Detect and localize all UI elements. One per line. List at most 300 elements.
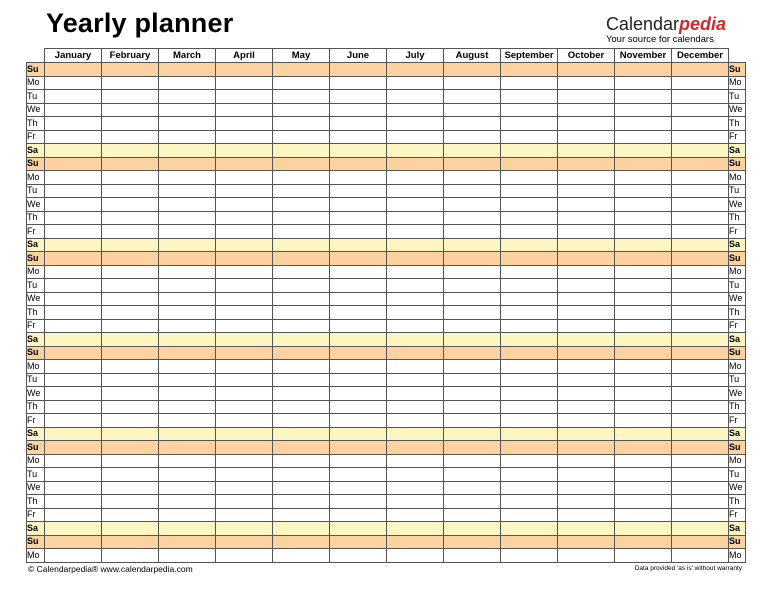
day-cell[interactable] (615, 427, 672, 441)
day-cell[interactable] (216, 427, 273, 441)
day-cell[interactable] (330, 211, 387, 225)
day-cell[interactable] (672, 252, 729, 266)
day-cell[interactable] (558, 508, 615, 522)
day-cell[interactable] (558, 481, 615, 495)
day-cell[interactable] (159, 495, 216, 509)
day-cell[interactable] (672, 333, 729, 347)
day-cell[interactable] (387, 306, 444, 320)
day-cell[interactable] (45, 481, 102, 495)
day-cell[interactable] (216, 198, 273, 212)
day-cell[interactable] (387, 427, 444, 441)
day-cell[interactable] (159, 387, 216, 401)
day-cell[interactable] (615, 495, 672, 509)
day-cell[interactable] (558, 468, 615, 482)
day-cell[interactable] (330, 63, 387, 77)
day-cell[interactable] (159, 103, 216, 117)
day-cell[interactable] (216, 387, 273, 401)
day-cell[interactable] (387, 157, 444, 171)
day-cell[interactable] (330, 306, 387, 320)
day-cell[interactable] (216, 292, 273, 306)
day-cell[interactable] (159, 373, 216, 387)
day-cell[interactable] (615, 549, 672, 563)
day-cell[interactable] (273, 63, 330, 77)
day-cell[interactable] (330, 535, 387, 549)
day-cell[interactable] (501, 508, 558, 522)
day-cell[interactable] (102, 535, 159, 549)
day-cell[interactable] (444, 373, 501, 387)
day-cell[interactable] (672, 481, 729, 495)
day-cell[interactable] (216, 549, 273, 563)
day-cell[interactable] (387, 238, 444, 252)
day-cell[interactable] (615, 144, 672, 158)
day-cell[interactable] (273, 454, 330, 468)
day-cell[interactable] (444, 76, 501, 90)
day-cell[interactable] (216, 468, 273, 482)
day-cell[interactable] (45, 265, 102, 279)
day-cell[interactable] (387, 535, 444, 549)
day-cell[interactable] (558, 157, 615, 171)
day-cell[interactable] (387, 252, 444, 266)
day-cell[interactable] (45, 522, 102, 536)
day-cell[interactable] (159, 225, 216, 239)
day-cell[interactable] (672, 279, 729, 293)
day-cell[interactable] (615, 414, 672, 428)
day-cell[interactable] (501, 265, 558, 279)
day-cell[interactable] (672, 454, 729, 468)
day-cell[interactable] (387, 211, 444, 225)
day-cell[interactable] (45, 198, 102, 212)
day-cell[interactable] (501, 171, 558, 185)
day-cell[interactable] (102, 76, 159, 90)
day-cell[interactable] (216, 238, 273, 252)
day-cell[interactable] (558, 292, 615, 306)
day-cell[interactable] (216, 117, 273, 131)
day-cell[interactable] (615, 468, 672, 482)
day-cell[interactable] (501, 522, 558, 536)
day-cell[interactable] (45, 211, 102, 225)
day-cell[interactable] (273, 400, 330, 414)
day-cell[interactable] (501, 373, 558, 387)
day-cell[interactable] (273, 157, 330, 171)
day-cell[interactable] (216, 76, 273, 90)
day-cell[interactable] (501, 144, 558, 158)
day-cell[interactable] (159, 346, 216, 360)
day-cell[interactable] (444, 360, 501, 374)
day-cell[interactable] (330, 508, 387, 522)
day-cell[interactable] (45, 90, 102, 104)
day-cell[interactable] (501, 427, 558, 441)
day-cell[interactable] (45, 76, 102, 90)
day-cell[interactable] (387, 103, 444, 117)
day-cell[interactable] (102, 144, 159, 158)
day-cell[interactable] (387, 198, 444, 212)
day-cell[interactable] (672, 414, 729, 428)
day-cell[interactable] (330, 549, 387, 563)
day-cell[interactable] (387, 184, 444, 198)
day-cell[interactable] (615, 198, 672, 212)
day-cell[interactable] (216, 495, 273, 509)
day-cell[interactable] (102, 468, 159, 482)
day-cell[interactable] (216, 360, 273, 374)
day-cell[interactable] (672, 157, 729, 171)
day-cell[interactable] (45, 441, 102, 455)
day-cell[interactable] (273, 144, 330, 158)
day-cell[interactable] (45, 130, 102, 144)
day-cell[interactable] (216, 333, 273, 347)
day-cell[interactable] (330, 522, 387, 536)
day-cell[interactable] (501, 441, 558, 455)
day-cell[interactable] (387, 508, 444, 522)
day-cell[interactable] (615, 157, 672, 171)
day-cell[interactable] (387, 360, 444, 374)
day-cell[interactable] (387, 225, 444, 239)
day-cell[interactable] (45, 319, 102, 333)
day-cell[interactable] (330, 427, 387, 441)
day-cell[interactable] (387, 387, 444, 401)
day-cell[interactable] (615, 319, 672, 333)
day-cell[interactable] (615, 522, 672, 536)
day-cell[interactable] (558, 549, 615, 563)
day-cell[interactable] (102, 346, 159, 360)
day-cell[interactable] (501, 400, 558, 414)
day-cell[interactable] (102, 333, 159, 347)
day-cell[interactable] (45, 238, 102, 252)
day-cell[interactable] (45, 292, 102, 306)
day-cell[interactable] (444, 238, 501, 252)
day-cell[interactable] (216, 211, 273, 225)
day-cell[interactable] (45, 373, 102, 387)
day-cell[interactable] (615, 279, 672, 293)
day-cell[interactable] (45, 225, 102, 239)
day-cell[interactable] (216, 144, 273, 158)
day-cell[interactable] (45, 535, 102, 549)
day-cell[interactable] (558, 252, 615, 266)
day-cell[interactable] (672, 441, 729, 455)
day-cell[interactable] (387, 265, 444, 279)
day-cell[interactable] (159, 454, 216, 468)
day-cell[interactable] (216, 306, 273, 320)
day-cell[interactable] (45, 63, 102, 77)
day-cell[interactable] (102, 387, 159, 401)
day-cell[interactable] (615, 508, 672, 522)
day-cell[interactable] (558, 238, 615, 252)
day-cell[interactable] (558, 427, 615, 441)
day-cell[interactable] (387, 171, 444, 185)
day-cell[interactable] (387, 481, 444, 495)
day-cell[interactable] (501, 238, 558, 252)
day-cell[interactable] (330, 279, 387, 293)
day-cell[interactable] (330, 117, 387, 131)
day-cell[interactable] (615, 481, 672, 495)
day-cell[interactable] (672, 319, 729, 333)
day-cell[interactable] (558, 184, 615, 198)
day-cell[interactable] (444, 522, 501, 536)
day-cell[interactable] (273, 549, 330, 563)
day-cell[interactable] (330, 198, 387, 212)
day-cell[interactable] (102, 265, 159, 279)
day-cell[interactable] (615, 225, 672, 239)
day-cell[interactable] (159, 319, 216, 333)
day-cell[interactable] (444, 346, 501, 360)
day-cell[interactable] (444, 535, 501, 549)
day-cell[interactable] (672, 400, 729, 414)
day-cell[interactable] (330, 360, 387, 374)
day-cell[interactable] (615, 333, 672, 347)
day-cell[interactable] (501, 157, 558, 171)
day-cell[interactable] (558, 90, 615, 104)
day-cell[interactable] (330, 346, 387, 360)
day-cell[interactable] (558, 198, 615, 212)
day-cell[interactable] (444, 508, 501, 522)
day-cell[interactable] (45, 157, 102, 171)
day-cell[interactable] (501, 454, 558, 468)
day-cell[interactable] (159, 117, 216, 131)
day-cell[interactable] (672, 76, 729, 90)
day-cell[interactable] (102, 211, 159, 225)
day-cell[interactable] (159, 481, 216, 495)
day-cell[interactable] (102, 117, 159, 131)
day-cell[interactable] (615, 535, 672, 549)
day-cell[interactable] (558, 103, 615, 117)
day-cell[interactable] (558, 346, 615, 360)
day-cell[interactable] (216, 454, 273, 468)
day-cell[interactable] (672, 360, 729, 374)
day-cell[interactable] (615, 373, 672, 387)
day-cell[interactable] (102, 184, 159, 198)
day-cell[interactable] (159, 63, 216, 77)
day-cell[interactable] (501, 225, 558, 239)
day-cell[interactable] (216, 90, 273, 104)
day-cell[interactable] (273, 198, 330, 212)
day-cell[interactable] (672, 63, 729, 77)
day-cell[interactable] (672, 427, 729, 441)
day-cell[interactable] (102, 373, 159, 387)
day-cell[interactable] (672, 103, 729, 117)
day-cell[interactable] (615, 238, 672, 252)
day-cell[interactable] (330, 90, 387, 104)
day-cell[interactable] (273, 292, 330, 306)
day-cell[interactable] (273, 468, 330, 482)
day-cell[interactable] (273, 252, 330, 266)
day-cell[interactable] (45, 360, 102, 374)
day-cell[interactable] (102, 522, 159, 536)
day-cell[interactable] (615, 103, 672, 117)
day-cell[interactable] (216, 508, 273, 522)
day-cell[interactable] (273, 360, 330, 374)
day-cell[interactable] (45, 495, 102, 509)
day-cell[interactable] (45, 468, 102, 482)
day-cell[interactable] (216, 184, 273, 198)
day-cell[interactable] (102, 549, 159, 563)
day-cell[interactable] (216, 535, 273, 549)
day-cell[interactable] (615, 400, 672, 414)
day-cell[interactable] (102, 292, 159, 306)
day-cell[interactable] (45, 103, 102, 117)
day-cell[interactable] (159, 414, 216, 428)
day-cell[interactable] (159, 184, 216, 198)
day-cell[interactable] (387, 279, 444, 293)
day-cell[interactable] (501, 495, 558, 509)
day-cell[interactable] (444, 184, 501, 198)
day-cell[interactable] (216, 63, 273, 77)
day-cell[interactable] (672, 535, 729, 549)
day-cell[interactable] (273, 414, 330, 428)
day-cell[interactable] (672, 225, 729, 239)
day-cell[interactable] (330, 387, 387, 401)
day-cell[interactable] (102, 495, 159, 509)
day-cell[interactable] (216, 103, 273, 117)
day-cell[interactable] (330, 414, 387, 428)
day-cell[interactable] (615, 360, 672, 374)
day-cell[interactable] (444, 441, 501, 455)
day-cell[interactable] (615, 387, 672, 401)
day-cell[interactable] (444, 427, 501, 441)
day-cell[interactable] (501, 333, 558, 347)
day-cell[interactable] (159, 549, 216, 563)
day-cell[interactable] (558, 373, 615, 387)
day-cell[interactable] (273, 346, 330, 360)
day-cell[interactable] (444, 495, 501, 509)
day-cell[interactable] (330, 400, 387, 414)
day-cell[interactable] (615, 252, 672, 266)
day-cell[interactable] (501, 90, 558, 104)
day-cell[interactable] (216, 252, 273, 266)
day-cell[interactable] (159, 400, 216, 414)
day-cell[interactable] (444, 454, 501, 468)
day-cell[interactable] (330, 292, 387, 306)
day-cell[interactable] (558, 522, 615, 536)
day-cell[interactable] (444, 117, 501, 131)
day-cell[interactable] (501, 387, 558, 401)
day-cell[interactable] (672, 211, 729, 225)
day-cell[interactable] (102, 508, 159, 522)
day-cell[interactable] (273, 265, 330, 279)
day-cell[interactable] (102, 171, 159, 185)
day-cell[interactable] (159, 441, 216, 455)
day-cell[interactable] (102, 130, 159, 144)
day-cell[interactable] (45, 427, 102, 441)
day-cell[interactable] (387, 63, 444, 77)
day-cell[interactable] (501, 117, 558, 131)
day-cell[interactable] (558, 319, 615, 333)
day-cell[interactable] (444, 279, 501, 293)
day-cell[interactable] (330, 481, 387, 495)
day-cell[interactable] (102, 481, 159, 495)
day-cell[interactable] (672, 130, 729, 144)
day-cell[interactable] (615, 76, 672, 90)
day-cell[interactable] (273, 481, 330, 495)
day-cell[interactable] (45, 549, 102, 563)
day-cell[interactable] (501, 76, 558, 90)
day-cell[interactable] (102, 252, 159, 266)
day-cell[interactable] (501, 319, 558, 333)
day-cell[interactable] (387, 144, 444, 158)
day-cell[interactable] (273, 522, 330, 536)
day-cell[interactable] (501, 130, 558, 144)
day-cell[interactable] (45, 508, 102, 522)
day-cell[interactable] (102, 90, 159, 104)
day-cell[interactable] (216, 346, 273, 360)
day-cell[interactable] (159, 292, 216, 306)
day-cell[interactable] (444, 319, 501, 333)
day-cell[interactable] (501, 360, 558, 374)
day-cell[interactable] (444, 481, 501, 495)
day-cell[interactable] (330, 157, 387, 171)
day-cell[interactable] (615, 454, 672, 468)
day-cell[interactable] (330, 103, 387, 117)
day-cell[interactable] (387, 414, 444, 428)
day-cell[interactable] (273, 306, 330, 320)
day-cell[interactable] (330, 495, 387, 509)
day-cell[interactable] (45, 252, 102, 266)
day-cell[interactable] (330, 319, 387, 333)
day-cell[interactable] (501, 211, 558, 225)
day-cell[interactable] (330, 130, 387, 144)
day-cell[interactable] (558, 333, 615, 347)
day-cell[interactable] (444, 103, 501, 117)
day-cell[interactable] (102, 400, 159, 414)
day-cell[interactable] (558, 306, 615, 320)
day-cell[interactable] (672, 468, 729, 482)
day-cell[interactable] (672, 265, 729, 279)
day-cell[interactable] (444, 225, 501, 239)
day-cell[interactable] (387, 495, 444, 509)
day-cell[interactable] (558, 495, 615, 509)
day-cell[interactable] (444, 144, 501, 158)
day-cell[interactable] (45, 346, 102, 360)
day-cell[interactable] (615, 211, 672, 225)
day-cell[interactable] (216, 319, 273, 333)
day-cell[interactable] (444, 198, 501, 212)
day-cell[interactable] (216, 130, 273, 144)
day-cell[interactable] (501, 279, 558, 293)
day-cell[interactable] (387, 319, 444, 333)
day-cell[interactable] (387, 522, 444, 536)
day-cell[interactable] (102, 63, 159, 77)
day-cell[interactable] (45, 171, 102, 185)
day-cell[interactable] (159, 198, 216, 212)
day-cell[interactable] (672, 346, 729, 360)
day-cell[interactable] (558, 279, 615, 293)
day-cell[interactable] (330, 373, 387, 387)
day-cell[interactable] (501, 103, 558, 117)
day-cell[interactable] (273, 90, 330, 104)
day-cell[interactable] (102, 360, 159, 374)
day-cell[interactable] (159, 508, 216, 522)
day-cell[interactable] (45, 414, 102, 428)
day-cell[interactable] (102, 319, 159, 333)
day-cell[interactable] (102, 454, 159, 468)
day-cell[interactable] (159, 522, 216, 536)
day-cell[interactable] (45, 279, 102, 293)
day-cell[interactable] (501, 63, 558, 77)
day-cell[interactable] (159, 333, 216, 347)
day-cell[interactable] (558, 171, 615, 185)
day-cell[interactable] (615, 171, 672, 185)
day-cell[interactable] (330, 252, 387, 266)
day-cell[interactable] (159, 535, 216, 549)
day-cell[interactable] (273, 333, 330, 347)
day-cell[interactable] (102, 441, 159, 455)
day-cell[interactable] (273, 76, 330, 90)
day-cell[interactable] (558, 400, 615, 414)
day-cell[interactable] (672, 90, 729, 104)
day-cell[interactable] (45, 117, 102, 131)
day-cell[interactable] (387, 76, 444, 90)
day-cell[interactable] (273, 130, 330, 144)
day-cell[interactable] (216, 171, 273, 185)
day-cell[interactable] (501, 198, 558, 212)
